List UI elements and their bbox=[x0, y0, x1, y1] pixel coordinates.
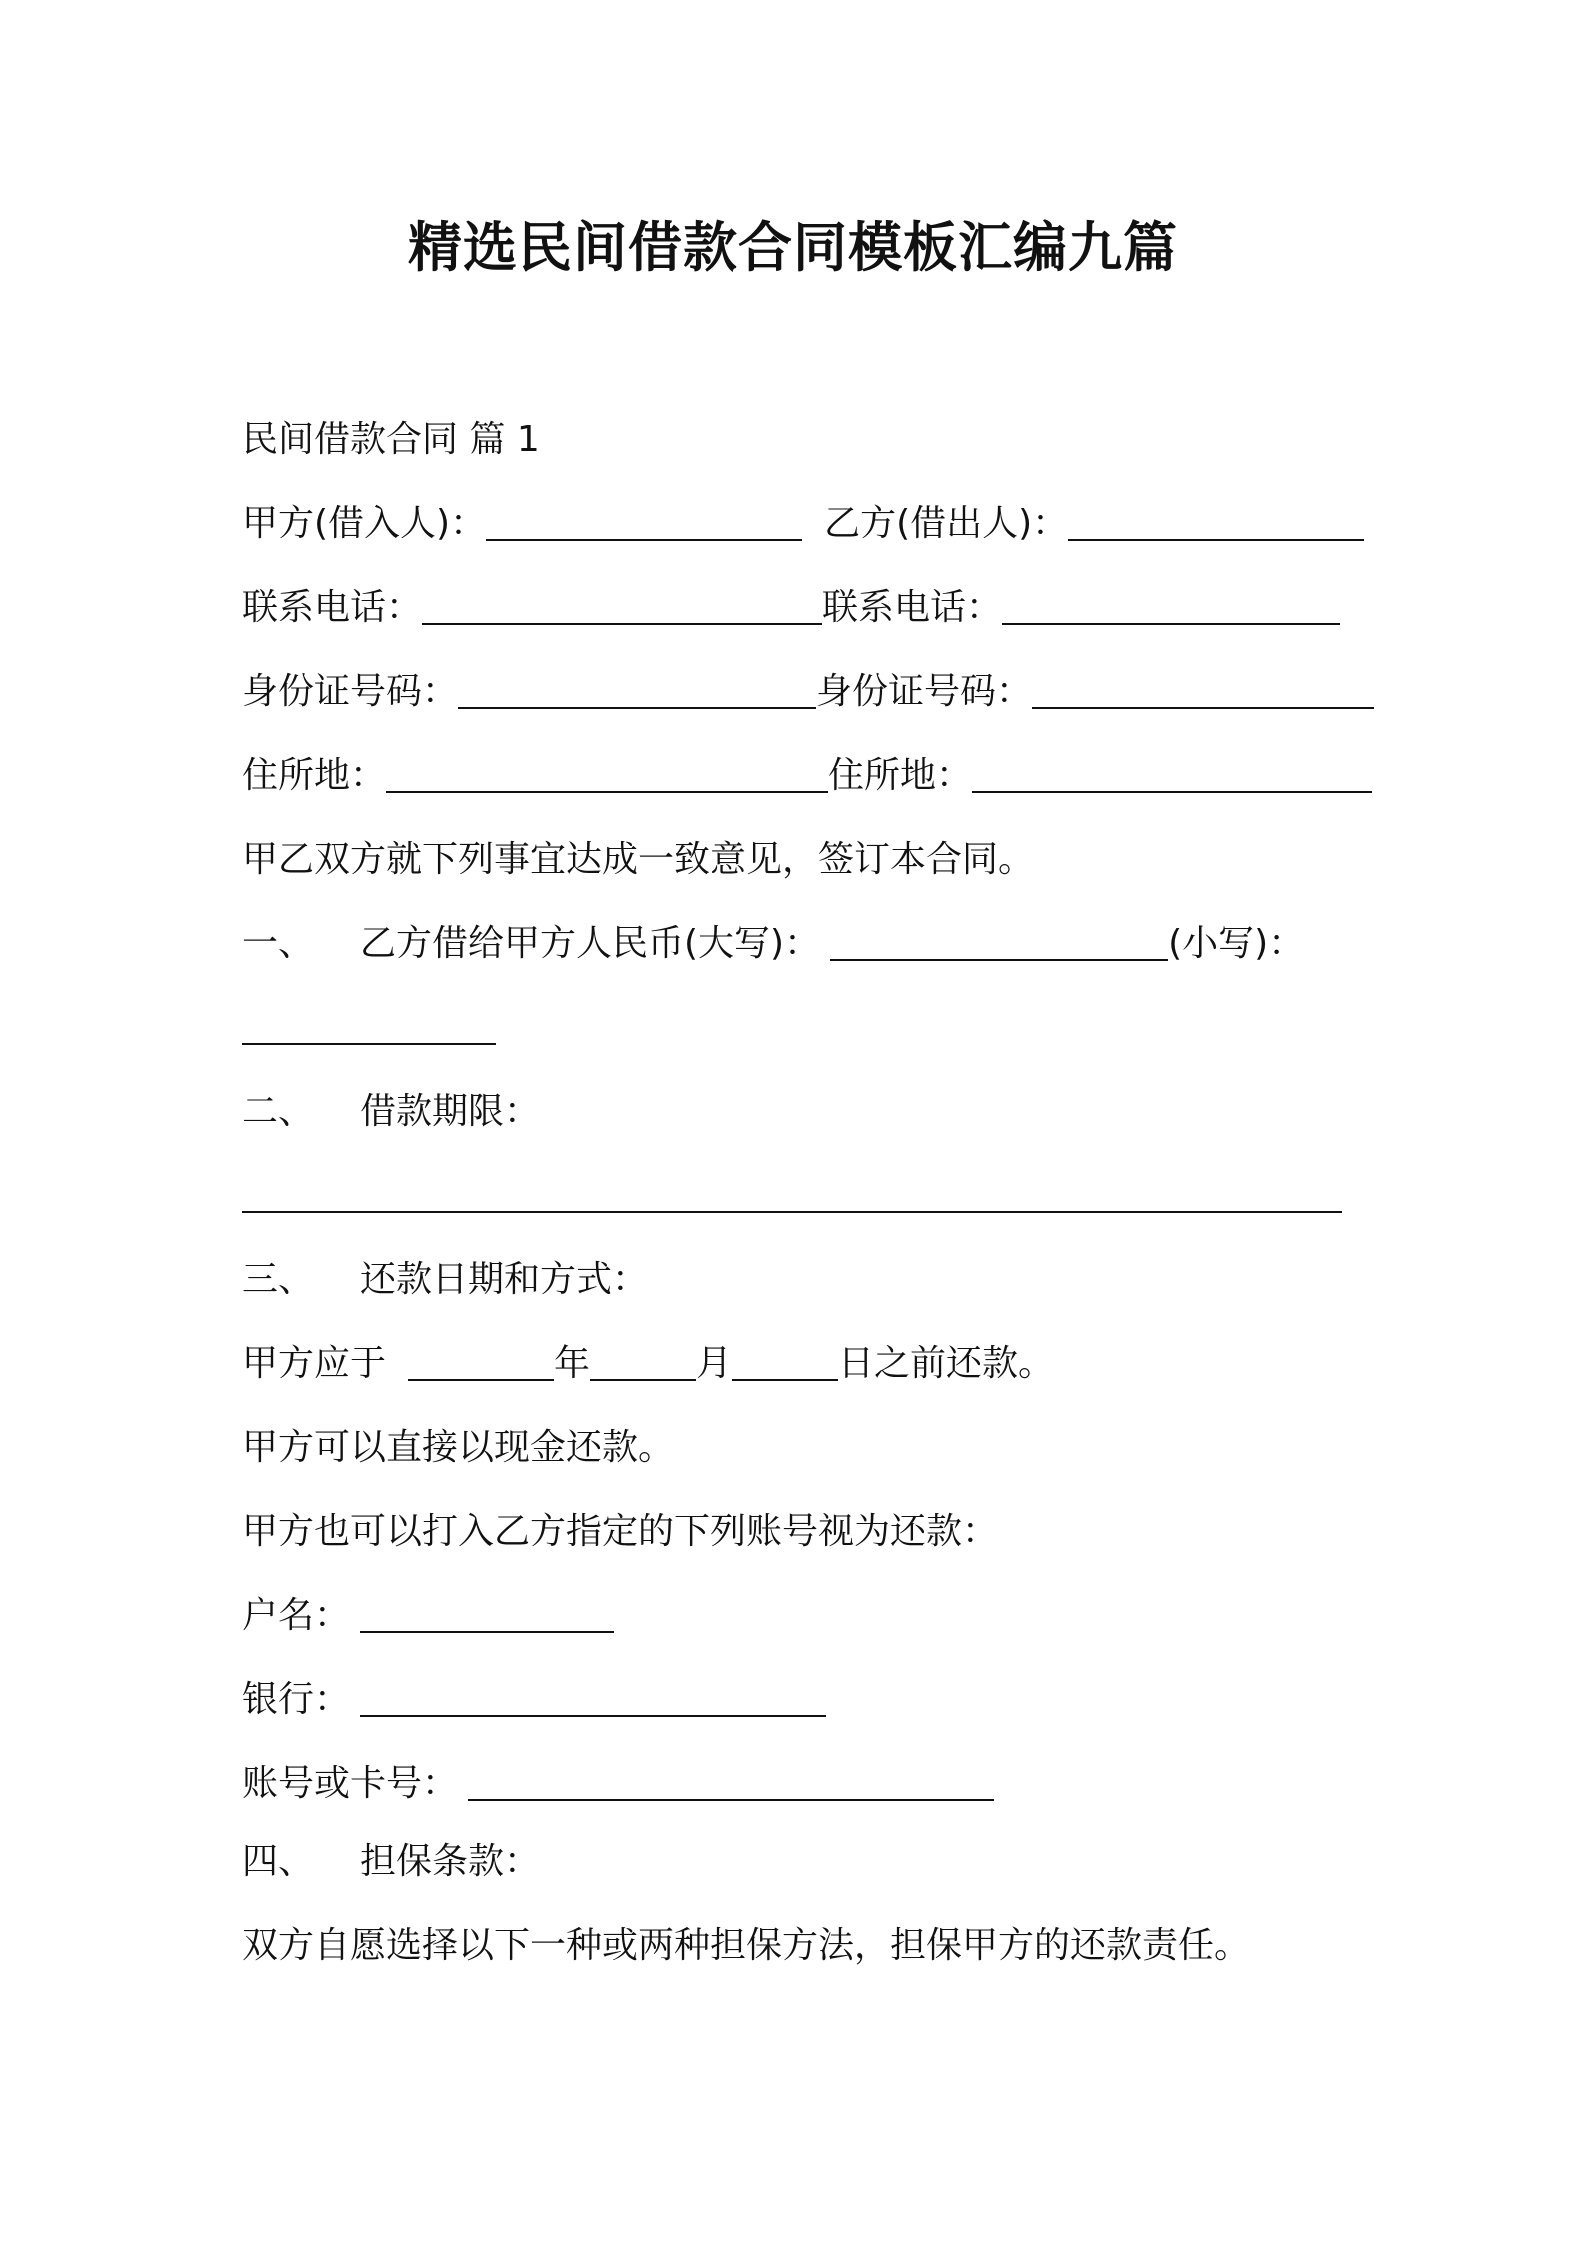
bank-line bbox=[242, 1676, 826, 1724]
bank-blank[interactable] bbox=[360, 1681, 826, 1717]
address-label-a: 住所地： bbox=[242, 755, 387, 796]
clause-1 bbox=[242, 920, 1304, 968]
guarantee-text: 双方自愿选择以下一种或两种担保方法，担保甲方的还款责任。 bbox=[242, 1925, 1251, 1966]
agreement-intro: 甲乙双方就下列事宜达成一致意见，签订本合同。 bbox=[242, 839, 1035, 880]
bank-label: 银行： bbox=[242, 1679, 351, 1720]
term-line bbox=[242, 1172, 1342, 1220]
id-label-b: 身份证号码： bbox=[816, 671, 1033, 712]
term-blank[interactable] bbox=[242, 1177, 1342, 1213]
account-name-blank[interactable] bbox=[360, 1597, 614, 1633]
account-number-blank[interactable] bbox=[468, 1765, 994, 1801]
party-a-label: 甲方(借入人)： bbox=[242, 503, 487, 544]
account-name-line bbox=[242, 1592, 614, 1640]
day-blank[interactable] bbox=[732, 1345, 838, 1381]
id-line bbox=[242, 668, 1374, 716]
clause-3-text: 还款日期和方式： bbox=[360, 1259, 649, 1300]
account-name-label: 户名： bbox=[242, 1595, 351, 1636]
year-blank[interactable] bbox=[408, 1345, 554, 1381]
phone-label-a: 联系电话： bbox=[242, 587, 423, 628]
clause-3 bbox=[242, 1256, 648, 1304]
amount-small-line bbox=[242, 1004, 496, 1052]
party-b-label: 乙方(借出人)： bbox=[824, 503, 1069, 544]
repay-prefix: 甲方应于 bbox=[242, 1343, 387, 1384]
repay-date-line bbox=[242, 1340, 1054, 1388]
clause-4-number: 四、 bbox=[242, 1841, 315, 1882]
month-blank[interactable] bbox=[590, 1345, 696, 1381]
clause-2-text: 借款期限： bbox=[360, 1091, 541, 1132]
id-a-blank[interactable] bbox=[458, 673, 816, 709]
clause-4-text: 担保条款： bbox=[360, 1841, 541, 1882]
amount-capital-blank[interactable] bbox=[830, 925, 1168, 961]
address-line bbox=[242, 752, 1372, 800]
party-a-blank[interactable] bbox=[486, 505, 802, 541]
section-heading: 民间借款合同 篇 1 bbox=[242, 419, 540, 460]
month-label: 月 bbox=[696, 1343, 733, 1384]
party-line bbox=[242, 500, 1364, 548]
clause-1-small-label: (小写)： bbox=[1168, 923, 1305, 964]
amount-small-blank[interactable] bbox=[242, 1009, 496, 1045]
transfer-repay: 甲方也可以打入乙方指定的下列账号视为还款： bbox=[242, 1511, 999, 1552]
cash-repay: 甲方可以直接以现金还款。 bbox=[242, 1427, 675, 1468]
id-label-a: 身份证号码： bbox=[242, 671, 459, 712]
address-label-b: 住所地： bbox=[828, 755, 973, 796]
phone-label-b: 联系电话： bbox=[822, 587, 1003, 628]
repay-suffix: 日之前还款。 bbox=[838, 1343, 1055, 1384]
clause-3-number: 三、 bbox=[242, 1259, 315, 1300]
document-title: 精选民间借款合同模板汇编九篇 bbox=[408, 216, 1178, 279]
address-a-blank[interactable] bbox=[386, 757, 828, 793]
phone-b-blank[interactable] bbox=[1002, 589, 1340, 625]
account-number-line bbox=[242, 1760, 994, 1808]
year-label: 年 bbox=[554, 1343, 591, 1384]
clause-4 bbox=[242, 1838, 540, 1886]
id-b-blank[interactable] bbox=[1032, 673, 1374, 709]
address-b-blank[interactable] bbox=[972, 757, 1372, 793]
clause-1-text: 乙方借给甲方人民币(大写)： bbox=[360, 923, 821, 964]
account-number-label: 账号或卡号： bbox=[242, 1763, 459, 1804]
phone-line bbox=[242, 584, 1340, 632]
clause-1-number: 一、 bbox=[242, 923, 315, 964]
clause-2-number: 二、 bbox=[242, 1091, 315, 1132]
clause-2 bbox=[242, 1088, 540, 1136]
phone-a-blank[interactable] bbox=[422, 589, 822, 625]
party-b-blank[interactable] bbox=[1068, 505, 1364, 541]
